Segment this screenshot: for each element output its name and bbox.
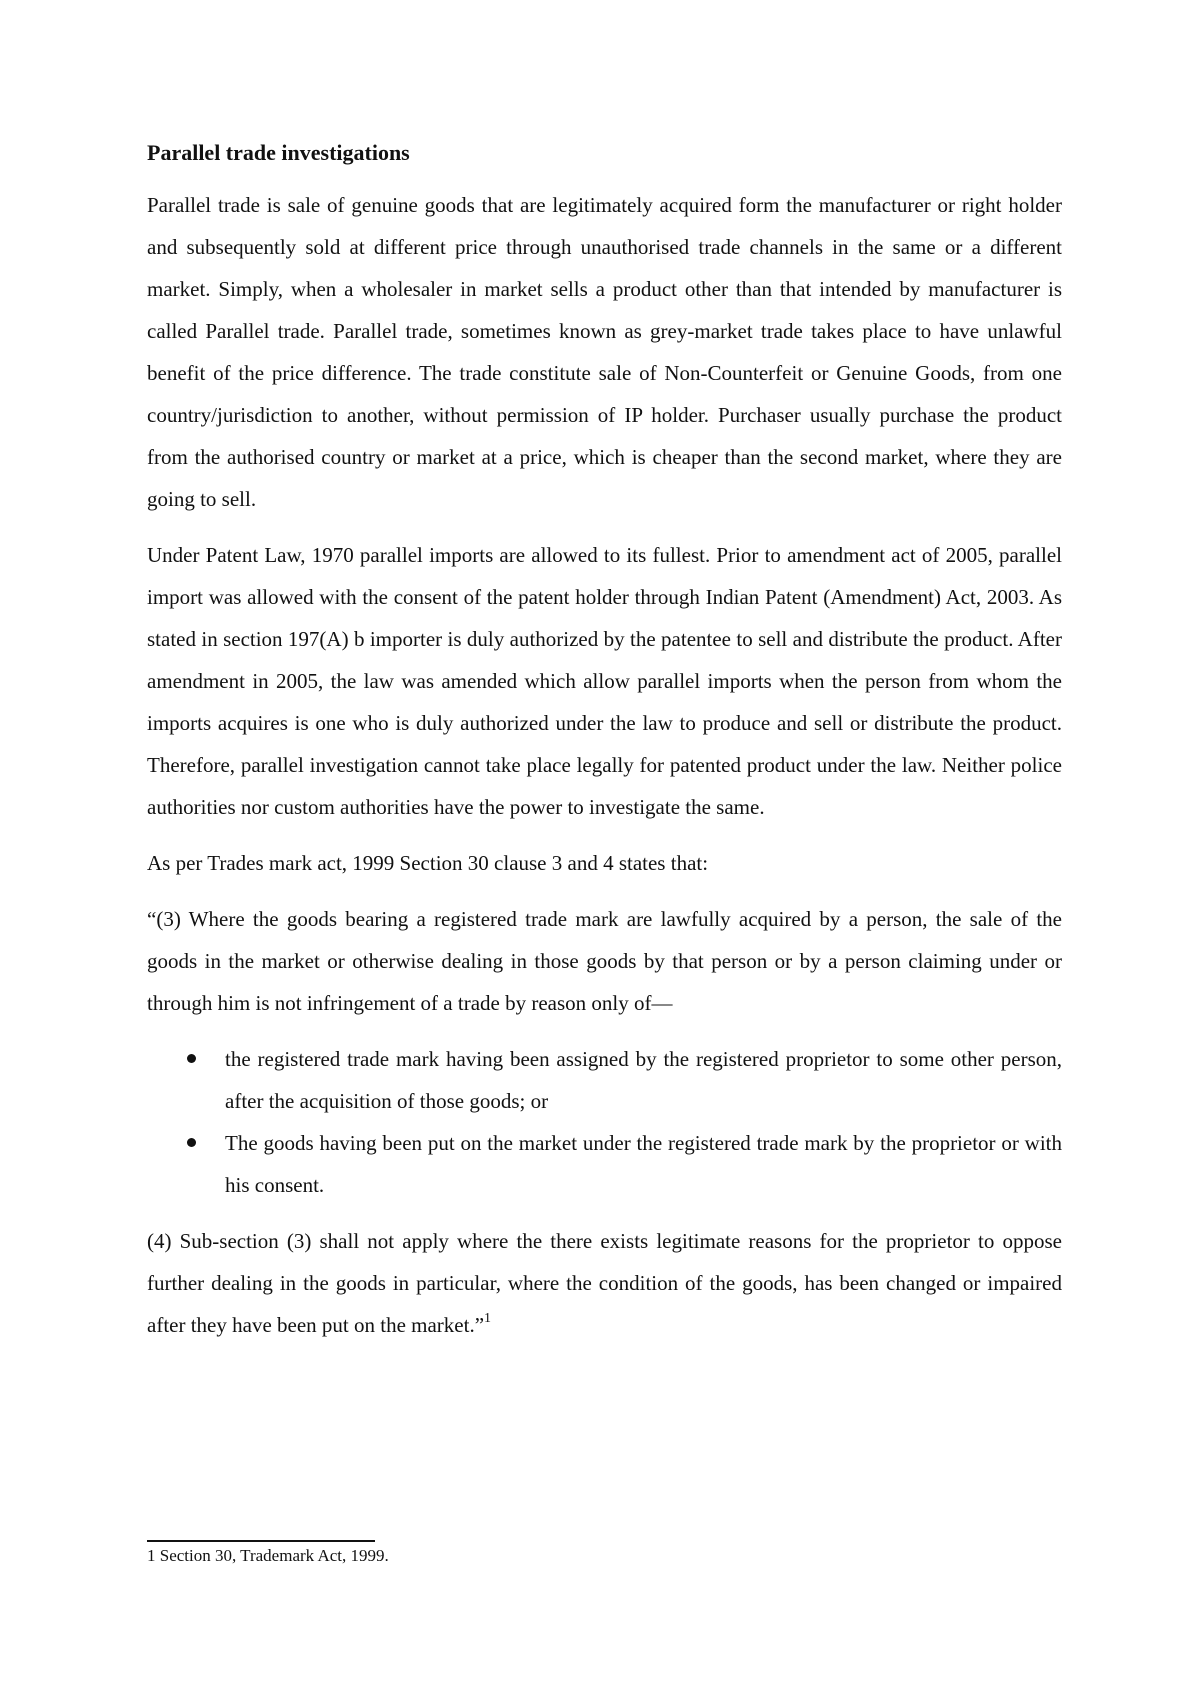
paragraph-clause-3: “(3) Where the goods bearing a registered trade mark are lawfully acquired by a person, the sale of the goods in the market or otherwise dealing in those goods by that person or by a person claiming under or through him is not infringement of a trade by reason only of— bbox=[147, 907, 1062, 1015]
bullet-icon bbox=[187, 1138, 196, 1147]
paragraph-patent-law: Under Patent Law, 1970 parallel imports are allowed to its fullest. Prior to amendment act of 2005, parallel import was allowed with the consent of the patent holder through Indian Patent (Amendment) Act, 2003. As stated in section 197(A) b importer is duly authorized by the patentee to sell and distribute the product. After amendment in 2005, the law was amended which allow parallel imports when the person from whom the imports acquires is one who is duly authorized under the law to produce and sell or distribute the product. Therefore, parallel investigation cannot take place legally for patented product under the law. Neither police authorities nor custom authorities have the power to investigate the same. bbox=[147, 543, 1062, 819]
list-item-text: the registered trade mark having been assigned by the registered proprietor to some other person, after the acquisition of those goods; or bbox=[225, 1047, 1062, 1113]
footnote-reference[interactable]: 1 bbox=[484, 1311, 492, 1326]
paragraph-parallel-trade-definition: Parallel trade is sale of genuine goods that are legitimately acquired form the manufacturer or right holder and subsequently sold at different price through unauthorised trade channels in the same or a different market. Simply, when a wholesaler in market sells a product other than that intended by manufacturer is called Parallel trade. Parallel trade, sometimes known as grey-market trade takes place to have unlawful benefit of the price difference. The trade constitute sale of Non-Counterfeit or Genuine Goods, from one country/jurisdiction to another, without permission of IP holder. Purchaser usually purchase the product from the authorised country or market at a price, which is cheaper than the second market, where they are going to sell. bbox=[147, 193, 1062, 511]
clause-3-bullet-list bbox=[147, 1038, 1062, 1206]
list-item bbox=[147, 1122, 1062, 1206]
bullet-icon bbox=[187, 1054, 196, 1063]
paragraph-trademark-intro: As per Trades mark act, 1999 Section 30 clause 3 and 4 states that: bbox=[147, 851, 709, 875]
list-item bbox=[147, 1038, 1062, 1122]
document-heading: Parallel trade investigations bbox=[147, 140, 410, 165]
footnote: 1 Section 30, Trademark Act, 1999. bbox=[147, 1546, 389, 1565]
paragraph-clause-4 bbox=[147, 1220, 1062, 1346]
footnote-separator bbox=[147, 1540, 375, 1542]
document-page bbox=[147, 138, 1062, 1360]
paragraph-clause-4-text: (4) Sub-section (3) shall not apply where the there exists legitimate reasons for the proprietor to oppose further dealing in the goods in particular, where the condition of the goods, has been changed or impaired after they have been put on the market.” bbox=[147, 1229, 1062, 1337]
list-item-text: The goods having been put on the market under the registered trade mark by the proprietor or with his consent. bbox=[225, 1131, 1062, 1197]
